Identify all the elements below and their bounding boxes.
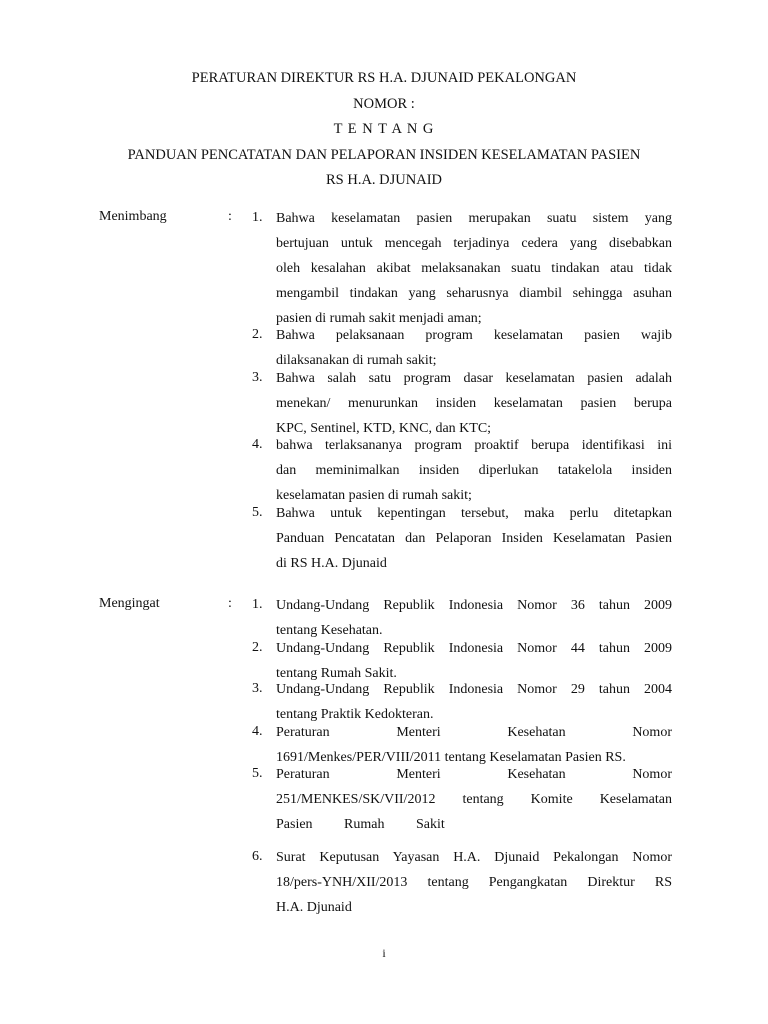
mengingat-item-text-line: tentang Rumah Sakit. bbox=[276, 666, 397, 681]
mengingat-item-text-line: H.A. Djunaid bbox=[276, 900, 352, 915]
mengingat-label: Mengingat bbox=[99, 596, 160, 611]
menimbang-item-text-line: pasien di rumah sakit menjadi aman; bbox=[276, 311, 482, 326]
mengingat-colon: : bbox=[228, 596, 232, 611]
mengingat-item-text-line: Peraturan Menteri Kesehatan Nomor bbox=[276, 725, 672, 740]
mengingat-item-number: 4. bbox=[252, 724, 263, 739]
menimbang-item-text-line: dan meminimalkan insiden diperlukan tatakelola insiden bbox=[276, 463, 672, 478]
mengingat-item-number: 6. bbox=[252, 849, 263, 864]
menimbang-item-text-line: dilaksanakan di rumah sakit; bbox=[276, 353, 437, 368]
menimbang-item-text-line: Bahwa keselamatan pasien merupakan suatu sistem yang bbox=[276, 211, 672, 226]
mengingat-item-text-line: Peraturan Menteri Kesehatan Nomor bbox=[276, 767, 672, 782]
menimbang-item-text-line: Bahwa pelaksanaan program keselamatan pasien wajib bbox=[276, 328, 672, 343]
header-title: PERATURAN DIREKTUR RS H.A. DJUNAID PEKALONGAN bbox=[191, 70, 577, 86]
menimbang-item-text-line: di RS H.A. Djunaid bbox=[276, 556, 387, 571]
menimbang-item-text-line: oleh kesalahan akibat melaksanakan suatu tindakan atau tidak bbox=[276, 261, 672, 276]
menimbang-item-text-line: KPC, Sentinel, KTD, KNC, dan KTC; bbox=[276, 421, 492, 436]
menimbang-item-text-line: bahwa terlaksananya program proaktif berupa identifikasi ini bbox=[276, 438, 672, 453]
menimbang-item-number: 3. bbox=[252, 370, 263, 385]
menimbang-label: Menimbang bbox=[99, 209, 167, 224]
mengingat-item-text-line: 18/pers-YNH/XII/2013 tentang Pengangkatan Direktur RS bbox=[276, 875, 672, 890]
mengingat-item-text-line: 1691/Menkes/PER/VIII/2011 tentang Keselamatan Pasien RS. bbox=[276, 750, 626, 765]
menimbang-item-text-line: mengambil tindakan yang seharusnya diambil sehingga asuhan bbox=[276, 286, 672, 301]
menimbang-item-text-line: menekan/ menurunkan insiden keselamatan pasien berupa bbox=[276, 396, 672, 411]
menimbang-item-number: 2. bbox=[252, 327, 263, 342]
menimbang-item-text-line: keselamatan pasien di rumah sakit; bbox=[276, 488, 472, 503]
mengingat-item-text-line: Pasien Rumah Sakit bbox=[276, 817, 445, 832]
menimbang-item-number: 1. bbox=[252, 210, 263, 225]
header-hospital: RS H.A. DJUNAID bbox=[325, 172, 442, 188]
mengingat-item-number: 1. bbox=[252, 597, 263, 612]
mengingat-item-text-line: tentang Kesehatan. bbox=[276, 623, 383, 638]
header-tentang: T E N T A N G bbox=[333, 121, 435, 137]
menimbang-item-number: 4. bbox=[252, 437, 263, 452]
menimbang-item-text-line: Panduan Pencatatan dan Pelaporan Insiden Keselamatan Pasien bbox=[276, 531, 672, 546]
mengingat-item-number: 5. bbox=[252, 766, 263, 781]
menimbang-item-number: 5. bbox=[252, 505, 263, 520]
mengingat-item-text-line: Undang-Undang Republik Indonesia Nomor 29 tahun 2004 bbox=[276, 682, 672, 697]
mengingat-item-text-line: Undang-Undang Republik Indonesia Nomor 36 tahun 2009 bbox=[276, 598, 672, 613]
header-subject: PANDUAN PENCATATAN DAN PELAPORAN INSIDEN KESELAMATAN PASIEN bbox=[127, 147, 641, 163]
mengingat-item-text-line: tentang Praktik Kedokteran. bbox=[276, 707, 434, 722]
mengingat-item-text-line: 251/MENKES/SK/VII/2012 tentang Komite Keselamatan bbox=[276, 792, 672, 807]
mengingat-item-number: 3. bbox=[252, 681, 263, 696]
header-nomor: NOMOR : bbox=[353, 96, 415, 112]
page-number: i bbox=[382, 946, 386, 960]
mengingat-item-text-line: Surat Keputusan Yayasan H.A. Djunaid Pekalongan Nomor bbox=[276, 850, 672, 865]
menimbang-item-text-line: Bahwa untuk kepentingan tersebut, maka perlu ditetapkan bbox=[276, 506, 672, 521]
mengingat-item-number: 2. bbox=[252, 640, 263, 655]
menimbang-item-text-line: bertujuan untuk mencegah terjadinya cedera yang disebabkan bbox=[276, 236, 672, 251]
menimbang-item-text-line: Bahwa salah satu program dasar keselamatan pasien adalah bbox=[276, 371, 672, 386]
menimbang-colon: : bbox=[228, 209, 232, 224]
mengingat-item-text-line: Undang-Undang Republik Indonesia Nomor 44 tahun 2009 bbox=[276, 641, 672, 656]
